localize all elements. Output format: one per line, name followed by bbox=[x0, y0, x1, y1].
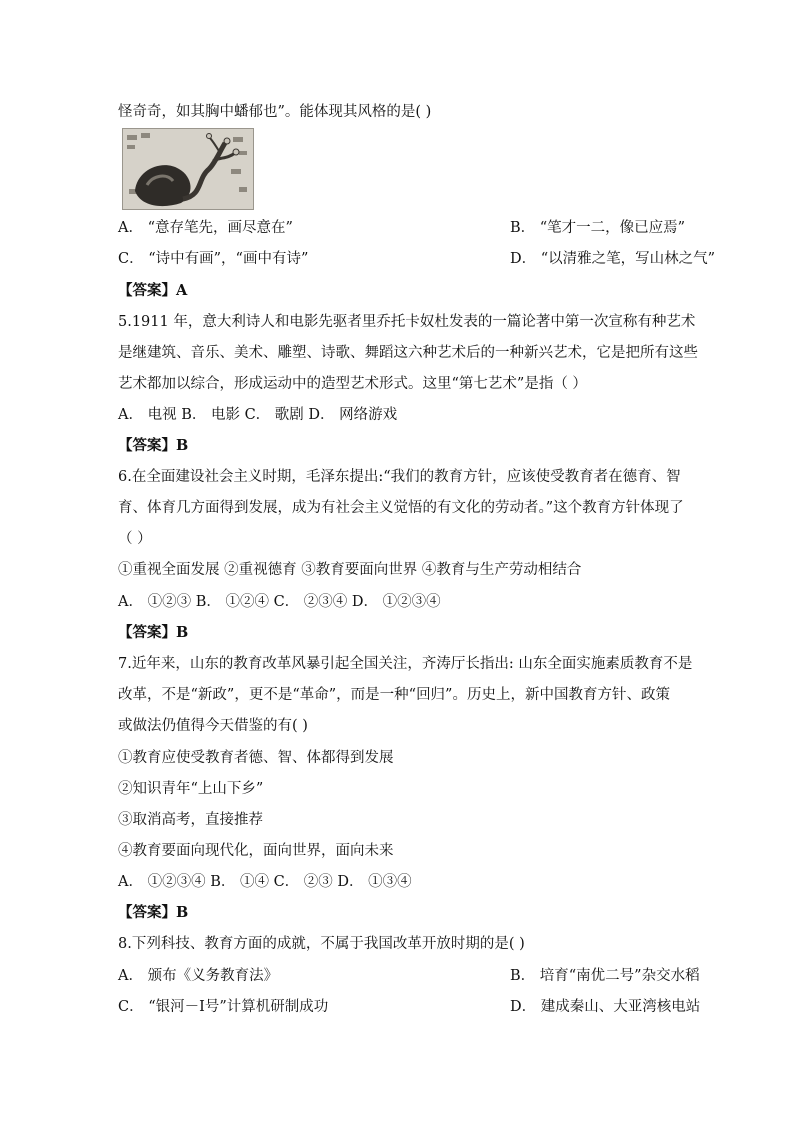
question-6-line-2: 育、体育几方面得到发展，成为有社会主义觉悟的有文化的劳动者。”这个教育方针体现了 bbox=[118, 500, 684, 516]
question-4-options-row-2 bbox=[118, 249, 716, 269]
question-6-line-1: 6.在全面建设社会主义时期，毛泽东提出:“我们的教育方针，应该使受教育者在德育、智 bbox=[118, 469, 681, 485]
question-5-answer: 【答案】B bbox=[118, 437, 189, 454]
option-a: A． 颁布《义务教育法》 bbox=[118, 968, 279, 984]
question-4-options-row-1 bbox=[118, 218, 686, 238]
option-b: B． “笔才一二，像已应焉” bbox=[510, 220, 686, 236]
question-5-options: A． 电视 B． 电影 C． 歌剧 D． 网络游戏 bbox=[118, 407, 398, 423]
question-7-line-1: 7.近年来，山东的教育改革风暴引起全国关注，齐涛厅长指出: 山东全面实施素质教育不是 bbox=[118, 656, 693, 672]
question-4-answer: 【答案】A bbox=[118, 282, 188, 299]
question-8-options-row-2 bbox=[118, 997, 701, 1017]
question-6-line-3: （ ） bbox=[118, 531, 152, 547]
question-7-options: A． ①②③④ B． ①④ C． ②③ D． ①③④ bbox=[118, 874, 412, 890]
option-d: D． “以清雅之笔，写山林之气” bbox=[510, 251, 716, 267]
option-b: B． 培育“南优二号”杂交水稻 bbox=[510, 968, 700, 984]
question-8-options-row-1 bbox=[118, 966, 700, 986]
rock-and-branch-painting bbox=[123, 129, 253, 209]
option-c: C． “诗中有画”，“画中有诗” bbox=[118, 251, 309, 267]
question-7-item-2: ②知识青年“上山下乡” bbox=[118, 781, 264, 797]
question-5-line-3: 艺术都加以综合，形成运动中的造型艺术形式。这里“第七艺术”是指（ ） bbox=[118, 376, 587, 392]
question-7-line-3: 或做法仍值得今天借鉴的有( ) bbox=[118, 718, 308, 734]
painting-image bbox=[122, 128, 254, 210]
question-7-item-4: ④教育要面向现代化，面向世界，面向未来 bbox=[118, 843, 394, 859]
option-a: A． “意存笔先，画尽意在” bbox=[118, 220, 293, 236]
question-6-answer: 【答案】B bbox=[118, 624, 189, 641]
question-4-tail: 怪奇奇，如其胸中蟠郁也”。能体现其风格的是( ) bbox=[118, 104, 432, 120]
question-7-item-3: ③取消高考，直接推荐 bbox=[118, 812, 263, 828]
question-8-stem: 8.下列科技、教育方面的成就，不属于我国改革开放时期的是( ) bbox=[118, 936, 525, 952]
question-5-line-1: 5.1911 年，意大利诗人和电影先驱者里乔托卡奴杜发表的一篇论著中第一次宣称有种艺术 bbox=[118, 314, 696, 330]
question-5-line-2: 是继建筑、音乐、美术、雕塑、诗歌、舞蹈这六种艺术后的一种新兴艺术，它是把所有这些 bbox=[118, 345, 698, 361]
option-d: D． 建成秦山、大亚湾核电站 bbox=[510, 999, 701, 1015]
option-c: C． “银河－Ⅰ号”计算机研制成功 bbox=[118, 999, 329, 1015]
question-7-answer: 【答案】B bbox=[118, 904, 189, 921]
question-6-items: ①重视全面发展 ②重视德育 ③教育要面向世界 ④教育与生产劳动相结合 bbox=[118, 562, 582, 578]
question-6-options: A． ①②③ B． ①②④ C． ②③④ D． ①②③④ bbox=[118, 594, 441, 610]
question-7-item-1: ①教育应使受教育者德、智、体都得到发展 bbox=[118, 750, 394, 766]
question-7-line-2: 改革，不是“新政”，更不是“革命”，而是一种“回归”。历史上，新中国教育方针、政策 bbox=[118, 687, 670, 703]
